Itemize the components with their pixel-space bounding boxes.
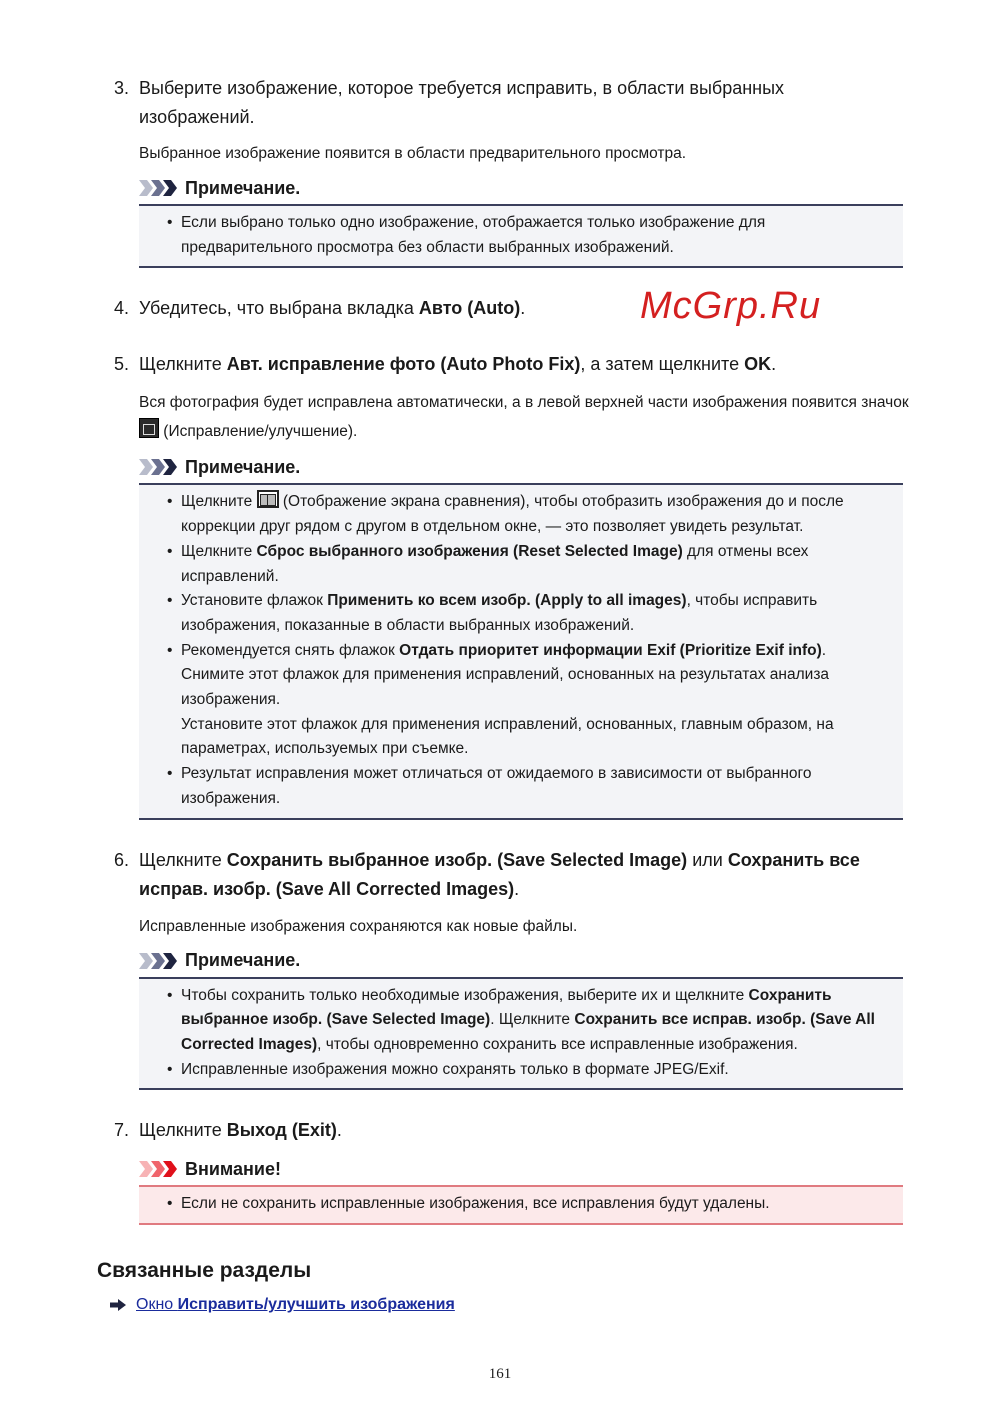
button-name: Выход (Exit): [226, 1120, 337, 1141]
link-text-bold[interactable]: Исправить/улучшить изображения: [177, 1296, 455, 1314]
correct-enhance-window-link[interactable]: [136, 1294, 455, 1316]
text: Чтобы сохранить только необходимые изображения, выберите их и щелкните: [181, 986, 749, 1004]
step-text: [139, 846, 904, 904]
arrow-right-icon: [110, 1299, 126, 1311]
note-item: • Результат исправления может отличаться от ожидаемого в зависимости от выбранного изображения.: [139, 762, 903, 811]
text: или: [687, 849, 728, 870]
note-item: [139, 540, 903, 589]
warning-item: • Если не сохранить исправленные изображения, все исправления будут удалены.: [139, 1192, 903, 1217]
text: , а затем щелкните: [580, 354, 745, 375]
warning-box: [139, 1185, 903, 1225]
warning-chevron-icon: [139, 1161, 179, 1177]
warning-label: Внимание!: [185, 1158, 281, 1179]
text: Щелкните: [139, 354, 227, 375]
note-box: [139, 483, 903, 819]
note-label: Примечание.: [185, 456, 301, 477]
step-6-description: Исправленные изображения сохраняются как новые файлы.: [139, 917, 578, 935]
button-name: Сброс выбранного изображения (Reset Selected Image): [256, 542, 683, 560]
note-label: Примечание.: [185, 177, 301, 198]
text: , чтобы одновременно сохранить все исправленные изображения.: [317, 1035, 798, 1053]
text: .: [336, 1120, 342, 1141]
related-topics-heading: Связанные разделы: [97, 1259, 312, 1283]
tab-name: Авто (Auto): [418, 298, 521, 319]
text: .: [821, 641, 827, 659]
step-4: [114, 294, 904, 323]
step-number: 5.: [114, 354, 130, 375]
text: (Отображение экрана сравнения), чтобы отобразить изображения до и после коррекции друг рядом с другом в отдельном окне, — это позволяет увидеть результат.: [181, 493, 844, 536]
note-chevron-icon: [139, 459, 179, 475]
link-text[interactable]: Окно: [136, 1296, 178, 1314]
text: для отмены всех исправлений.: [181, 542, 809, 585]
step-6: [114, 846, 904, 904]
step-text: [139, 1116, 904, 1145]
button-name: Сохранить все исправ. изобр. (Save All Corrected Images): [181, 1011, 875, 1053]
text: Снимите этот флажок для применения исправлений, основанных на результатах анализа изображения.: [181, 666, 830, 709]
note-header: [139, 455, 1000, 479]
note-item: [139, 490, 903, 539]
step-5-description: [139, 388, 909, 446]
step-number: 4.: [114, 298, 130, 319]
button-name: Авт. исправление фото (Auto Photo Fix): [226, 354, 581, 375]
text: Установите флажок: [181, 592, 328, 610]
checkbox-name: Применить ко всем изобр. (Apply to all images): [327, 592, 687, 610]
text: . Щелкните: [490, 1011, 575, 1029]
button-name: OK: [744, 354, 772, 375]
step-number: 6.: [114, 849, 130, 870]
text: Щелкните: [139, 849, 227, 870]
note-header: [139, 949, 1000, 973]
note-box: [139, 977, 903, 1091]
step-3: [114, 74, 904, 132]
related-link: [110, 1294, 1000, 1316]
warning-header: [139, 1157, 1000, 1181]
button-name: Сохранить выбранное изобр. (Save Selected Image): [226, 849, 688, 870]
watermark: McGrp.Ru: [640, 285, 822, 327]
text: Установите этот флажок для применения исправлений, основанных, главным образом, на параметрах, используемых при съемке.: [181, 715, 834, 758]
note-header: [139, 176, 1000, 200]
note-label: Примечание.: [185, 950, 301, 971]
note-item: [139, 984, 903, 1058]
note-chevron-icon: [139, 180, 179, 196]
text: Щелкните: [181, 542, 257, 560]
step-number: 7.: [114, 1120, 130, 1141]
note-box: [139, 204, 903, 268]
checkbox-name: Отдать приоритет информации Exif (Prioritize Exif info): [399, 641, 822, 659]
note-item: [139, 639, 903, 763]
step-5: [114, 350, 904, 379]
button-name: Сохранить выбранное изобр. (Save Selected Image): [181, 986, 832, 1029]
note-chevron-icon: [139, 953, 179, 969]
step-number: 3.: [114, 78, 130, 98]
correct-enhance-icon: [139, 418, 159, 438]
compare-screen-icon: [257, 490, 279, 508]
text: .: [520, 298, 526, 319]
text: .: [771, 354, 777, 375]
text: Убедитесь, что выбрана вкладка: [139, 298, 419, 319]
step-text: Выберите изображение, которое требуется исправить, в области выбранных изображений.: [139, 78, 785, 127]
text: Рекомендуется снять флажок: [181, 641, 400, 659]
text: , чтобы исправить изображения, показанные в области выбранных изображений.: [181, 592, 818, 634]
step-text: [139, 294, 904, 323]
text: .: [514, 878, 520, 899]
note-item: • Исправленные изображения можно сохранять только в формате JPEG/Exif.: [139, 1058, 903, 1083]
note-item: [139, 589, 903, 638]
text: Щелкните: [181, 493, 257, 511]
text: Щелкните: [139, 1120, 227, 1141]
step-3-description: Выбранное изображение появится в области предварительного просмотра.: [139, 145, 687, 162]
button-name: Сохранить все исправ. изобр. (Save All Corrected Images): [139, 849, 860, 899]
text: Вся фотография будет исправлена автоматически, а в левой верхней части изображения появится значок: [139, 394, 909, 412]
text: (Исправление/улучшение).: [159, 423, 358, 441]
step-7: [114, 1116, 904, 1145]
step-text: [139, 350, 904, 379]
page-number: 161: [488, 1366, 512, 1383]
note-item: • Если выбрано только одно изображение, отображается только изображение для предварительного просмотра без области выбранных изображений.: [139, 211, 903, 260]
